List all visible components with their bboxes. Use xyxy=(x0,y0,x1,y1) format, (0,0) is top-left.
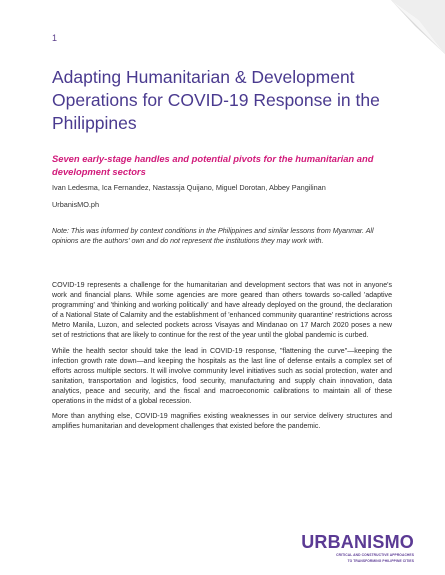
context-note: Note: This was informed by context conditions in the Philippines and similar lessons from Myanmar. All opinions are the authors' own and do not represent the institutions they may work with. xyxy=(52,227,374,245)
document-subtitle: Seven early-stage handles and potential pivots for the humanitarian and development sectors xyxy=(52,153,374,177)
page-number: 1 xyxy=(52,33,58,43)
document-title: Adapting Humanitarian & Development Operations for COVID-19 Response in the Philippines xyxy=(52,67,380,133)
logo-tagline-2: TO TRANSFORMING PHILIPPINE CITIES xyxy=(347,559,414,563)
organization-name: UrbanisMO.ph xyxy=(52,200,100,209)
body-text xyxy=(52,281,392,437)
paragraph: More than anything else, COVID-19 magnifies existing weaknesses in our service delivery structures and amplifies humanitarian and development challenges that existed before the pandemic. xyxy=(52,413,392,431)
urbanismo-logo xyxy=(284,533,414,563)
page-curl-corner xyxy=(373,0,445,72)
author-list: Ivan Ledesma, Ica Fernandez, Nastassja Quijano, Miguel Dorotan, Abbey Pangilinan xyxy=(52,183,326,192)
logo-tagline-1: CRITICAL AND CONSTRUCTIVE APPROACHES xyxy=(336,553,414,557)
paragraph: COVID-19 represents a challenge for the humanitarian and development sectors that was not in anyone's work and financial plans. While some agencies are more geared than others towards so-called 'adaptive programming' and 'thinking and working politically' and have already deployed on the ground, the declaration of a National State of Calamity and the establishment of 'enhanced community quarantine' restrictions across Metro Manila, Luzon, and selected pockets across Visayas and Mindanao on 17 March 2020 poses a new set of restrictions that are likely to continue for the rest of the year until the global pandemic is curbed. xyxy=(52,282,392,340)
logo-wordmark: URBANISMO xyxy=(301,532,414,552)
paragraph: While the health sector should take the lead in COVID-19 response, "flattening the curve"—keeping the infection growth rate down—and keeping the hospitals as the last line of defense entails a complex set of efforts across multiple sectors. It will involve community level initiatives such as social protection, water and sanitation, transportation and logistics, food security, manufacturing and supply chain innovation, data analytics, peace and security, and the fiscal and macroeconomic calibrations to maintain all of these operations in the midst of a global recession. xyxy=(52,347,392,406)
